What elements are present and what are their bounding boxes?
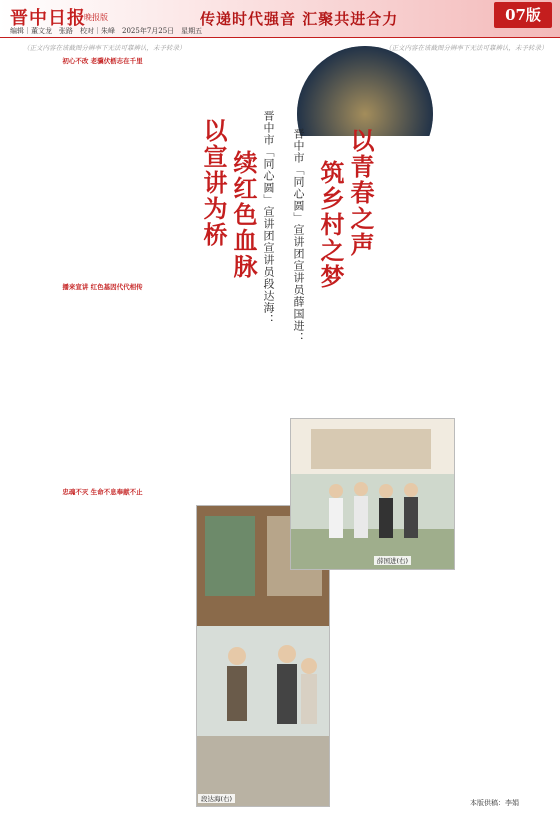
left-article-headline-line1: 以宣讲为桥 [199,118,228,248]
right-article-subtitle: 晋中市「同心圆」宣讲团宣讲员薛国进： [292,128,305,344]
village-meeting-illustration [291,419,454,569]
left-article-subtitle: 晋中市「同心圆」宣讲团宣讲员段达海： [262,110,275,326]
header-rule [0,37,560,38]
left-article-body-top [10,44,195,274]
right-article-headline-line1: 以青春之声 [346,128,375,258]
left-article-body-lower [10,485,195,605]
page-number-badge: 07版 [494,2,552,28]
left-article-body-placeholder: （正文内容在该截图分辨率下无法可靠辨认，未予转录） [23,44,186,52]
right-article-photo [290,418,455,570]
masthead: 晋中日报 [10,8,86,29]
editor-line: 编辑｜董文龙 张路 校对｜朱峰 2025年7月25日 星期五 [10,27,203,35]
right-article-body-placeholder: （正文内容在该截图分辨率下无法可靠辨认，未予转录） [385,44,548,52]
left-article-subhead-3: 忠魂不灭 生命不息奉献不止 [62,488,143,496]
left-photo-caption: 段达海(右) [198,794,235,803]
right-photo-caption: 薛国进(右) [374,556,411,565]
left-article-body-mid [10,280,195,480]
left-article-headline-line2: 续红色血脉 [229,150,258,280]
left-article-subhead-2: 播来宣讲 红色基因代代相传 [62,283,143,291]
left-article-subhead-1: 初心不改 老骥伏枥志在千里 [62,56,143,65]
edition-label: 晚报版 [84,13,108,22]
footer-byline: 本版供稿：李娟 [470,799,519,807]
right-article-body [372,44,550,464]
section-slogan: 传递时代强音 汇聚共进合力 [200,10,399,28]
right-article-headline-line2: 筑乡村之梦 [316,160,345,290]
